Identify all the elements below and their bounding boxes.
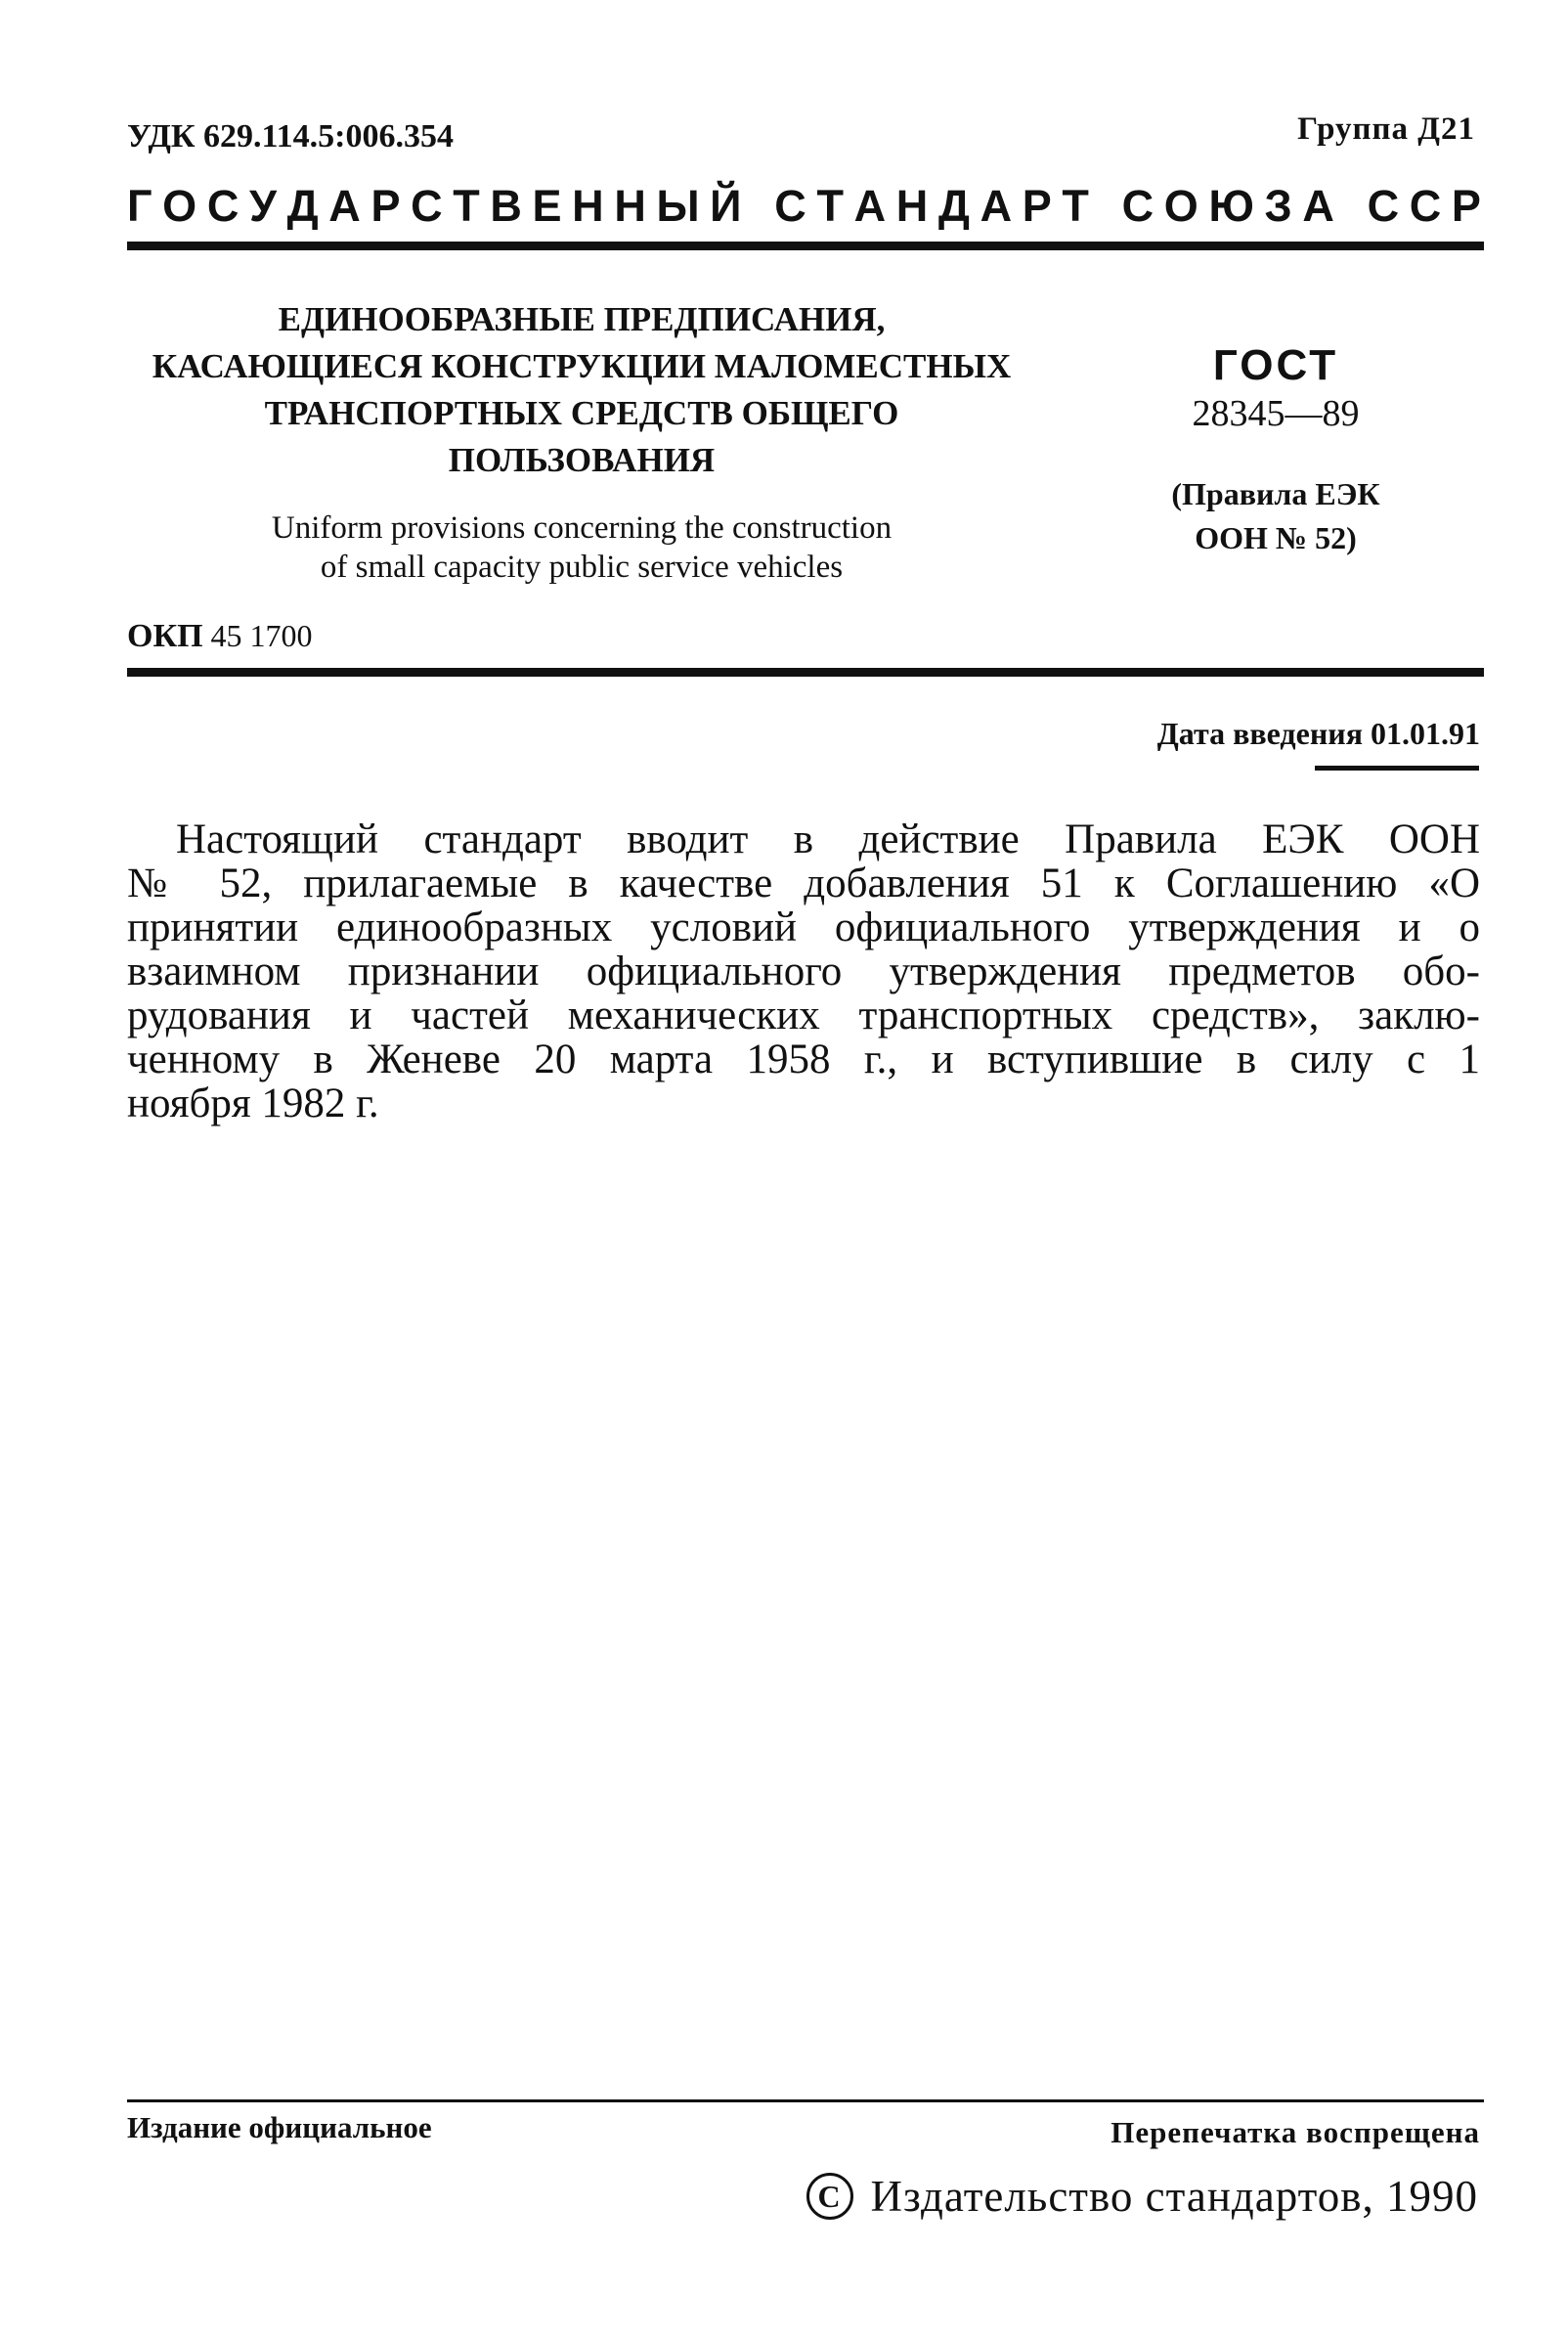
heading-letter: Т xyxy=(1062,181,1089,231)
heading-gap xyxy=(1100,181,1112,232)
date-underline xyxy=(1315,766,1479,771)
heading-letter: В xyxy=(490,181,522,231)
heading-letter: С xyxy=(1121,181,1154,231)
okp-label: ОКП xyxy=(127,618,203,654)
body-line: рудования и частей механических транспортных средств», заклю- xyxy=(127,993,1480,1038)
document-title xyxy=(127,296,1036,484)
heading-letter: Е xyxy=(532,181,562,231)
heading-letter: А xyxy=(853,181,887,231)
heading-letter: Д xyxy=(286,181,319,231)
title-line: КАСАЮЩИЕСЯ КОНСТРУКЦИИ МАЛОМЕСТНЫХ xyxy=(152,347,1012,385)
heading-letter: А xyxy=(980,181,1013,231)
heading-letter: Ю xyxy=(1208,181,1254,231)
heading-letter: О xyxy=(1163,181,1198,231)
gost-designation xyxy=(1134,340,1417,436)
footer-rule xyxy=(127,2099,1484,2102)
copyright-icon: C xyxy=(806,2173,853,2220)
official-edition-label: Издание официальное xyxy=(127,2110,432,2144)
introduction-date: Дата введения 01.01.91 xyxy=(1156,716,1480,751)
title-block-rule xyxy=(127,668,1484,677)
heading-letter: Н xyxy=(614,181,646,231)
title-line: ТРАНСПОРТНЫХ СРЕДСТВ ОБЩЕГО xyxy=(264,394,899,432)
heading-letter: С xyxy=(206,181,240,231)
body-line: принятии единообразных условий официального утверждения и о xyxy=(127,905,1480,950)
heading-gap xyxy=(752,181,764,232)
rules-line: ООН № 52) xyxy=(1195,520,1357,555)
heading-letter: Т xyxy=(453,181,480,231)
heading-letter: Н xyxy=(895,181,929,231)
body-line: ноября 1982 г. xyxy=(127,1081,379,1126)
body-line: ченному в Женеве 20 марта 1958 г., и вступившие в силу с 1 xyxy=(127,1037,1480,1082)
heading-gap xyxy=(1344,181,1357,232)
english-title-line: of small capacity public service vehicles xyxy=(320,550,844,585)
heading-letter: А xyxy=(328,181,361,231)
heading-letter: Р xyxy=(1022,181,1052,231)
heading-letter: С xyxy=(774,181,806,231)
heading-letter: С xyxy=(411,181,443,231)
body-paragraph xyxy=(127,817,1480,1125)
copyright-line xyxy=(806,2171,1478,2222)
body-line: взаимном признании официального утверждения предметов обо- xyxy=(127,949,1480,994)
english-title-line: Uniform provisions concerning the construction xyxy=(271,510,893,546)
heading-letter: О xyxy=(162,181,197,231)
heading-letter: С xyxy=(1409,181,1442,231)
body-line: Настоящий стандарт вводит в действие Правила ЕЭК ООН xyxy=(176,816,1480,862)
gost-number: 28345—89 xyxy=(1192,393,1360,434)
title-line: ЕДИНООБРАЗНЫЕ ПРЕДПИСАНИЯ, xyxy=(278,300,886,338)
header-rule xyxy=(127,242,1484,250)
body-line: № 52, прилагаемые в качестве добавления 51 к Соглашению «О xyxy=(127,861,1480,906)
ece-rules-reference xyxy=(1134,472,1417,560)
publisher-text: Издательство стандартов, 1990 xyxy=(870,2172,1478,2221)
group-code: Группа Д21 xyxy=(1297,111,1475,147)
heading-letter: Р xyxy=(370,181,401,231)
english-title xyxy=(127,508,1036,587)
okp-code xyxy=(127,618,313,655)
heading-letter: С xyxy=(1367,181,1400,231)
state-standard-heading xyxy=(127,181,1481,232)
heading-letter: Й xyxy=(710,181,742,231)
gost-label: ГОСТ xyxy=(1212,341,1339,389)
heading-letter: Н xyxy=(572,181,604,231)
heading-letter: А xyxy=(1302,181,1334,231)
heading-letter: Г xyxy=(127,181,152,231)
heading-letter: З xyxy=(1264,181,1292,231)
udk-code: УДК 629.114.5:006.354 xyxy=(127,118,455,154)
heading-letter: Д xyxy=(937,181,970,231)
okp-value: 45 1700 xyxy=(210,618,313,653)
heading-letter: У xyxy=(248,181,277,231)
reprint-prohibited-label: Перепечатка воспрещена xyxy=(1111,2115,1480,2149)
heading-letter: Ы xyxy=(656,181,700,231)
heading-letter: Т xyxy=(816,181,844,231)
title-line: ПОЛЬЗОВАНИЯ xyxy=(448,441,716,479)
rules-line: (Правила ЕЭК xyxy=(1171,476,1380,511)
heading-letter: Р xyxy=(1451,181,1481,231)
